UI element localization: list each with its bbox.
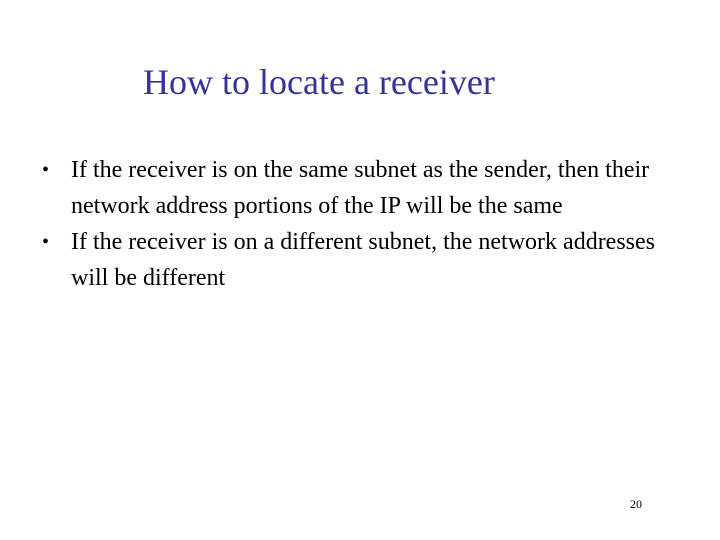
bullet-text: If the receiver is on a different subnet, the network addresses will be different bbox=[71, 229, 656, 291]
page-number: 20 bbox=[630, 497, 642, 511]
bullet-dot-icon: • bbox=[42, 231, 50, 253]
bullet-item bbox=[42, 152, 682, 224]
slide-title: How to locate a receiver bbox=[143, 62, 495, 102]
bullet-dot-icon: • bbox=[42, 159, 50, 181]
bullet-list bbox=[42, 152, 682, 296]
bullet-item bbox=[42, 224, 682, 296]
bullet-text: If the receiver is on the same subnet as the sender, then their network address portions of the IP will be the same bbox=[71, 157, 650, 219]
